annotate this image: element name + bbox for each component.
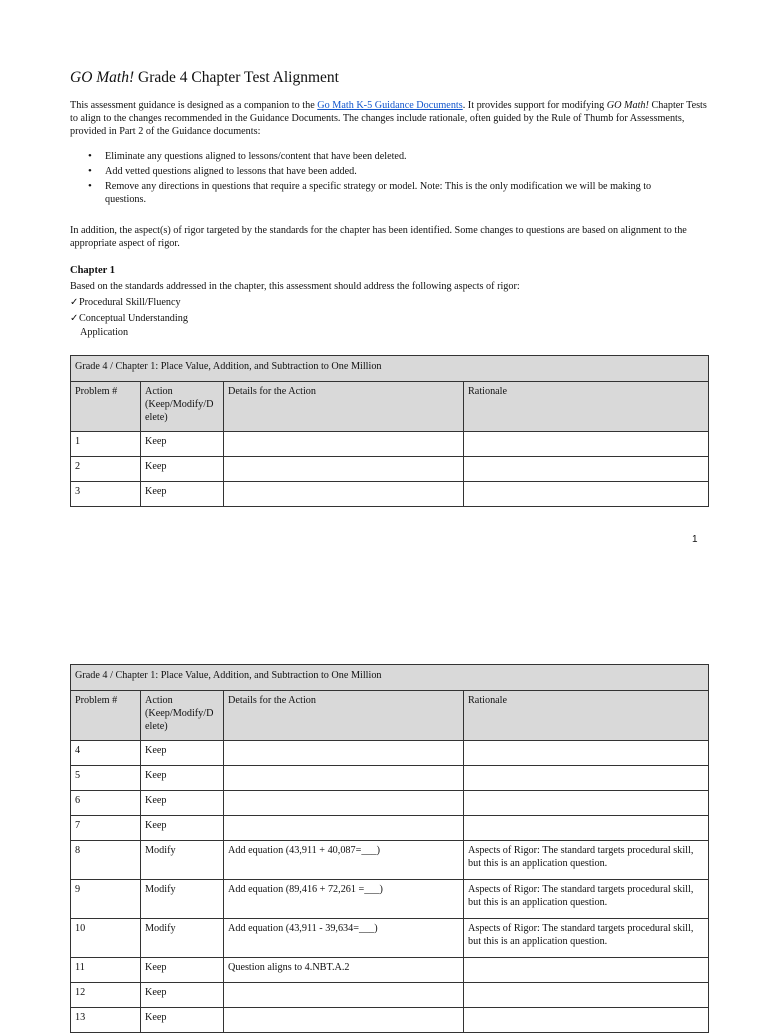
rationale-cell: [464, 1008, 709, 1033]
details-cell: Add equation (43,911 - 39,634=___): [224, 919, 464, 958]
rationale-cell: [464, 741, 709, 766]
rationale-cell: [464, 983, 709, 1008]
details-cell: [224, 816, 464, 841]
check-icon: ✓: [70, 297, 79, 308]
action-cell: Keep: [141, 983, 224, 1008]
problem-number: 5: [71, 766, 141, 791]
chapter-heading: Chapter 1: [70, 265, 116, 276]
intro-paragraph: [70, 99, 710, 138]
table-row: [71, 766, 709, 791]
action-cell: Keep: [141, 958, 224, 983]
problem-number: 6: [71, 791, 141, 816]
action-cell: Modify: [141, 880, 224, 919]
rationale-cell: [464, 766, 709, 791]
rigor-item-label: Procedural Skill/Fluency: [79, 297, 181, 308]
table-row: [71, 791, 709, 816]
page-number: 1: [692, 534, 698, 545]
header-action: Action (Keep/Modify/D elete): [141, 382, 224, 432]
action-cell: Keep: [141, 482, 224, 507]
table-caption: Grade 4 / Chapter 1: Place Value, Addition, and Subtraction to One Million: [71, 356, 709, 382]
check-icon: ✓: [70, 313, 79, 324]
details-cell: [224, 741, 464, 766]
rationale-cell: [464, 432, 709, 457]
intro-text: This assessment guidance is designed as a companion to the: [70, 100, 318, 111]
details-cell: [224, 482, 464, 507]
problem-number: 9: [71, 880, 141, 919]
guidance-documents-link[interactable]: Go Math K-5 Guidance Documents: [317, 100, 463, 111]
header-details: Details for the Action: [224, 691, 464, 741]
action-cell: Keep: [141, 457, 224, 482]
rationale-cell: [464, 791, 709, 816]
action-cell: Keep: [141, 791, 224, 816]
rationale-cell: Aspects of Rigor: The standard targets procedural skill, but this is an application question.: [464, 841, 709, 880]
action-cell: Modify: [141, 919, 224, 958]
document-title: [70, 69, 339, 87]
table-row: [71, 482, 709, 507]
header-action: Action (Keep/Modify/D elete): [141, 691, 224, 741]
action-cell: Keep: [141, 432, 224, 457]
details-cell: [224, 791, 464, 816]
rationale-cell: Aspects of Rigor: The standard targets procedural skill, but this is an application question.: [464, 880, 709, 919]
table-row: [71, 919, 709, 958]
chapter-intro: Based on the standards addressed in the chapter, this assessment should address the following aspects of rigor:: [70, 281, 520, 292]
intro-text: Chapter Tests to align to the changes recommended in the Guidance Documents. The changes include rationale, often guided by the Rule of Thumb for Assessments, provided in Part 2 of the Guidance documents:: [70, 100, 707, 137]
header-problem: Problem #: [71, 382, 141, 432]
alignment-table-page1: [70, 355, 709, 507]
header-rationale: Rationale: [464, 691, 709, 741]
intro-text: . It provides support for modifying: [462, 100, 607, 111]
rationale-cell: [464, 816, 709, 841]
table-row: [71, 1008, 709, 1033]
details-cell: Add equation (43,911 + 40,087=___): [224, 841, 464, 880]
intro-brand: GO Math!: [606, 100, 649, 111]
table-row: [71, 983, 709, 1008]
header-details: Details for the Action: [224, 382, 464, 432]
details-cell: [224, 432, 464, 457]
details-cell: [224, 766, 464, 791]
rigor-paragraph: In addition, the aspect(s) of rigor targeted by the standards for the chapter has been identified. Some changes to questions are based on alignment to the appropriate aspect of rigor.: [70, 225, 687, 249]
alignment-table-page2: [70, 664, 709, 1033]
rigor-item: [80, 326, 128, 339]
problem-number: 11: [71, 958, 141, 983]
rationale-cell: Aspects of Rigor: The standard targets procedural skill, but this is an application question.: [464, 919, 709, 958]
rationale-cell: [464, 457, 709, 482]
table-caption: Grade 4 / Chapter 1: Place Value, Addition, and Subtraction to One Million: [71, 665, 709, 691]
problem-number: 3: [71, 482, 141, 507]
table-row: [71, 816, 709, 841]
modification-list: [70, 150, 690, 208]
details-cell: [224, 457, 464, 482]
details-cell: Question aligns to 4.NBT.A.2: [224, 958, 464, 983]
problem-number: 10: [71, 919, 141, 958]
rigor-item: [70, 296, 181, 309]
title-text: Grade 4 Chapter Test Alignment: [134, 69, 339, 86]
problem-number: 12: [71, 983, 141, 1008]
rationale-cell: [464, 482, 709, 507]
list-item: • Remove any directions in questions that require a specific strategy or model. Note: This is the only modification we will be making to questions.: [70, 180, 690, 206]
rigor-item-label: Application: [80, 327, 129, 338]
rigor-item: [70, 312, 188, 325]
action-cell: Keep: [141, 741, 224, 766]
table-row: [71, 741, 709, 766]
problem-number: 8: [71, 841, 141, 880]
problem-number: 7: [71, 816, 141, 841]
rigor-item-label: Conceptual Understanding: [79, 313, 188, 324]
rationale-cell: [464, 958, 709, 983]
table-row: [71, 432, 709, 457]
list-item: • Eliminate any questions aligned to lessons/content that have been deleted.: [70, 150, 690, 163]
details-cell: Add equation (89,416 + 72,261 =___): [224, 880, 464, 919]
list-item: • Add vetted questions aligned to lessons that have been added.: [70, 165, 690, 178]
action-cell: Keep: [141, 766, 224, 791]
problem-number: 4: [71, 741, 141, 766]
header-rationale: Rationale: [464, 382, 709, 432]
action-cell: Modify: [141, 841, 224, 880]
table-row: [71, 841, 709, 880]
table-row: [71, 958, 709, 983]
details-cell: [224, 983, 464, 1008]
problem-number: 1: [71, 432, 141, 457]
action-cell: Keep: [141, 1008, 224, 1033]
title-brand: GO Math!: [70, 69, 135, 86]
table-row: [71, 880, 709, 919]
problem-number: 13: [71, 1008, 141, 1033]
table-row: [71, 457, 709, 482]
action-cell: Keep: [141, 816, 224, 841]
problem-number: 2: [71, 457, 141, 482]
header-problem: Problem #: [71, 691, 141, 741]
details-cell: [224, 1008, 464, 1033]
